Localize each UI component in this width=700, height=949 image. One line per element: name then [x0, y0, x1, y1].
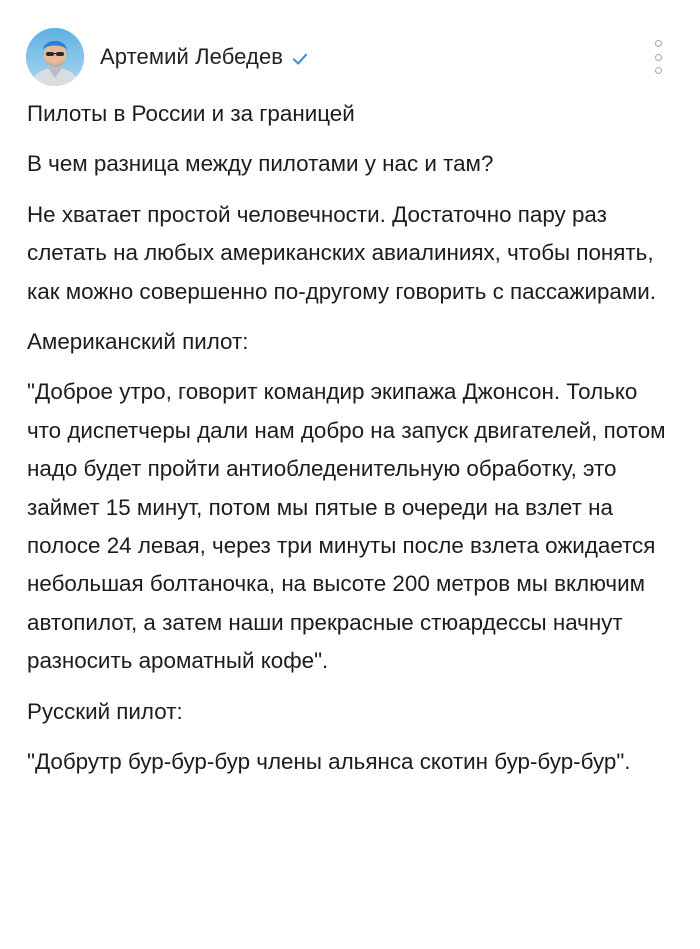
more-vertical-icon[interactable] [650, 40, 666, 74]
post-paragraph: "Доброе утро, говорит командир экипажа Джонсон. Только что диспетчеры дали нам добро на запуск двигателей, потом надо будет пройти антиобледенительную обработку, это займет 15 минут, потом мы пятые в очереди на взлет на полосе 24 левая, через три минуты после взлета ожидается небольшая болтаночка, на высоте 200 метров мы включим автопилот, а затем наши прекрасные стюардессы начнут разносить ароматный кофе". [27, 379, 666, 674]
post-paragraph: Американский пилот: [27, 329, 249, 355]
post-header [26, 28, 674, 86]
post-paragraph: Не хватает простой человечности. Достаточно пару раз слетать на любых американских авиалиниях, чтобы понять, как можно совершенно по-другому говорить с пассажирами. [27, 201, 656, 304]
author-name[interactable]: Артемий Лебедев [100, 44, 284, 69]
post-body [27, 95, 677, 794]
post-paragraph: "Добрутр бур-бур-бур члены альянса скотин бур-бур-бур". [27, 749, 631, 775]
avatar-image [26, 28, 84, 86]
verified-check-icon [291, 48, 309, 66]
author-avatar[interactable] [26, 28, 84, 86]
more-dot [655, 54, 662, 61]
more-dot [655, 67, 662, 74]
post-paragraph: В чем разница между пилотами у нас и там? [27, 151, 494, 177]
post-title: Пилоты в России и за границей [27, 101, 355, 126]
post-paragraph: Русский пилот: [27, 698, 183, 724]
author-info [100, 44, 309, 70]
more-dot [655, 40, 662, 47]
